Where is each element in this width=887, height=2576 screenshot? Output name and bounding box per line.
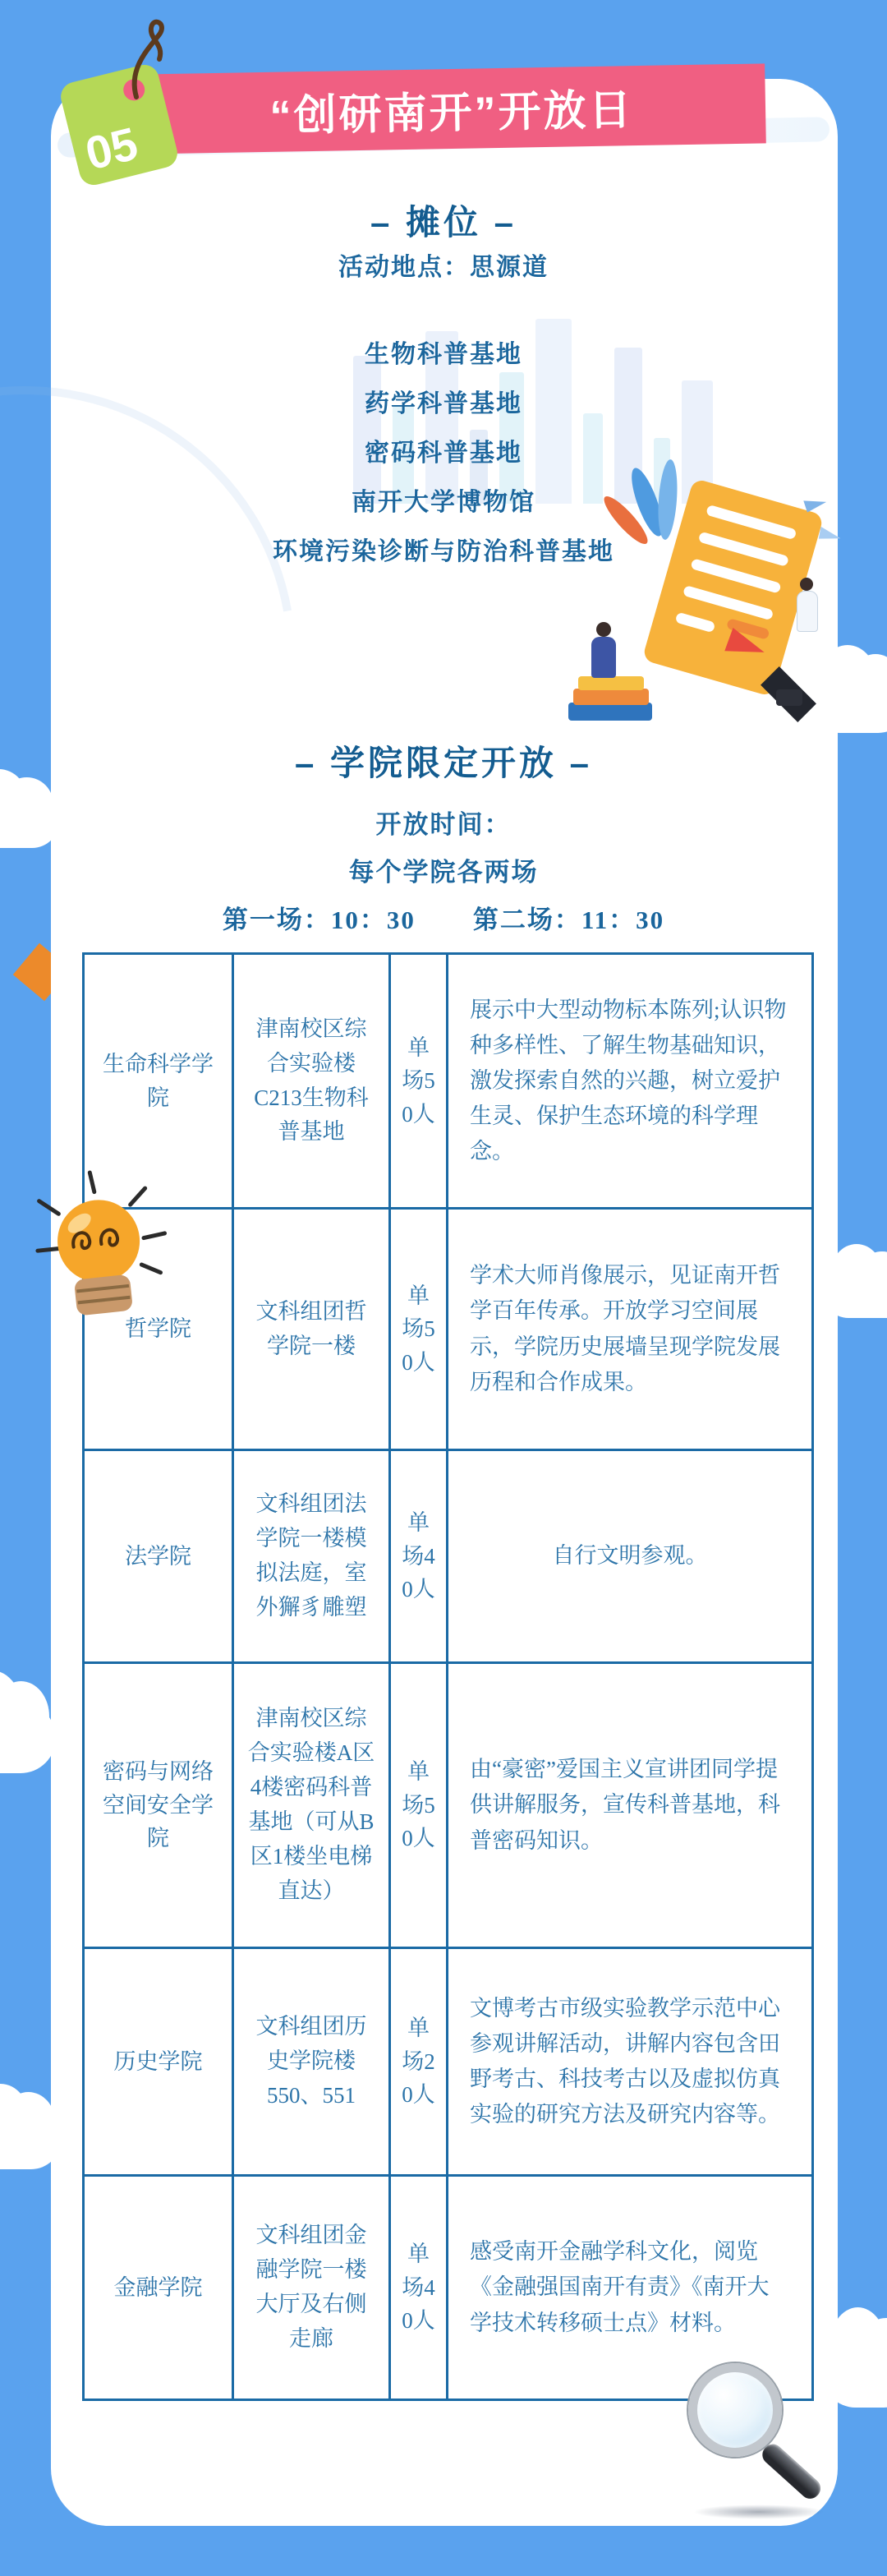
open-day-illustration [558,464,838,727]
page-title: “创研南开”开放日 [269,86,635,141]
college-name-cell: 金融学院 [84,2176,233,2400]
booth-section-title: – 摊位 – [370,203,517,242]
college-name-cell: 密码与网络空间安全学院 [84,1663,233,1948]
description-cell: 由“豪密”爱国主义宣讲团同学提供讲解服务，宣传科普基地，科普密码知识。 [448,1663,813,1948]
sessions-count-line: 每个学院各两场 [348,858,539,887]
session-times-line [0,899,887,936]
leaf-decoration [656,459,680,540]
location-cell: 文科组团法学院一楼模拟法庭，室外獬豸雕塑 [233,1450,390,1663]
location-cell: 文科组团历史学院楼550、551 [233,1948,390,2176]
college-name-cell: 法学院 [84,1450,233,1663]
capacity-cell: 单场40人 [390,2176,448,2400]
description-cell: 文博考古市级实验教学示范中心参观讲解活动，讲解内容包含田野考古、科技考古以及虚拟仿真实验的研究方法及研究内容等。 [448,1948,813,2176]
session-2-time: 第二场：11：30 [472,906,665,934]
magnifier-shadow [693,2505,825,2519]
table-row [84,954,813,1209]
booth-item: 密码科普基地 [365,440,522,467]
capacity-cell: 单场50人 [390,1209,448,1450]
location-cell: 文科组团哲学院一楼 [233,1209,390,1450]
paper-plane-icon [819,527,842,542]
description-cell: 感受南开金融学科文化，阅览《金融强国南开有责》《南开大学技术转移硕士点》材料。 [448,2176,813,2400]
section-banner [137,63,766,154]
paper-plane-icon [803,494,827,512]
booth-item: 药学科普基地 [365,390,522,417]
tag-string-icon [123,12,189,102]
description-cell: 自行文明参观。 [448,1450,813,1663]
capacity-cell: 单场50人 [390,954,448,1209]
magnifier-handle [758,2440,825,2503]
capacity-cell: 单场20人 [390,1948,448,2176]
magnifier-lens [688,2363,782,2457]
books-stack [568,676,659,722]
person-figure [793,578,823,632]
college-section-title: – 学院限定开放 – [294,744,593,782]
section-number: 05 [80,117,143,180]
person-figure [588,622,621,680]
magnifier-icon [688,2363,836,2523]
cloud-icon [0,1703,56,1773]
table-row [84,1948,813,2176]
location-cell: 津南校区综合实验楼A区4楼密码科普基地（可从B区1楼坐电梯直达） [233,1663,390,1948]
table-row [84,1209,813,1450]
location-cell: 文科组团金融学院一楼大厅及右侧走廊 [233,2176,390,2400]
description-cell: 展示中大型动物标本陈列;认识物种多样性、了解生物基础知识，激发探索自然的兴趣，树立爱护生灵、保护生态环境的科学理念。 [448,954,813,1209]
colleges-table [82,952,814,2401]
capacity-cell: 单场50人 [390,1663,448,1948]
open-time-label: 开放时间： [375,810,512,839]
location-cell: 津南校区综合实验楼C213生物科普基地 [233,954,390,1209]
college-name-cell: 历史学院 [84,1948,233,2176]
activity-location: 活动地点：思源道 [338,254,549,281]
table-row [84,1663,813,1948]
lightbulb-icon [11,1154,193,1343]
booth-item: 南开大学博物馆 [352,489,535,516]
capacity-cell: 单场40人 [390,1450,448,1663]
college-name-cell: 哲学院 [84,1209,233,1450]
booth-item: 生物科普基地 [365,341,522,368]
session-1-time: 第一场：10：30 [222,906,416,934]
graduation-cap-icon [762,668,820,717]
description-cell: 学术大师肖像展示，见证南开哲学百年传承。开放学习空间展示，学院历史展墙呈现学院发展历程和合作成果。 [448,1209,813,1450]
college-name-cell: 生命科学学院 [84,954,233,1209]
table-row [84,1450,813,1663]
booth-item: 环境污染诊断与防治科普基地 [273,538,614,565]
